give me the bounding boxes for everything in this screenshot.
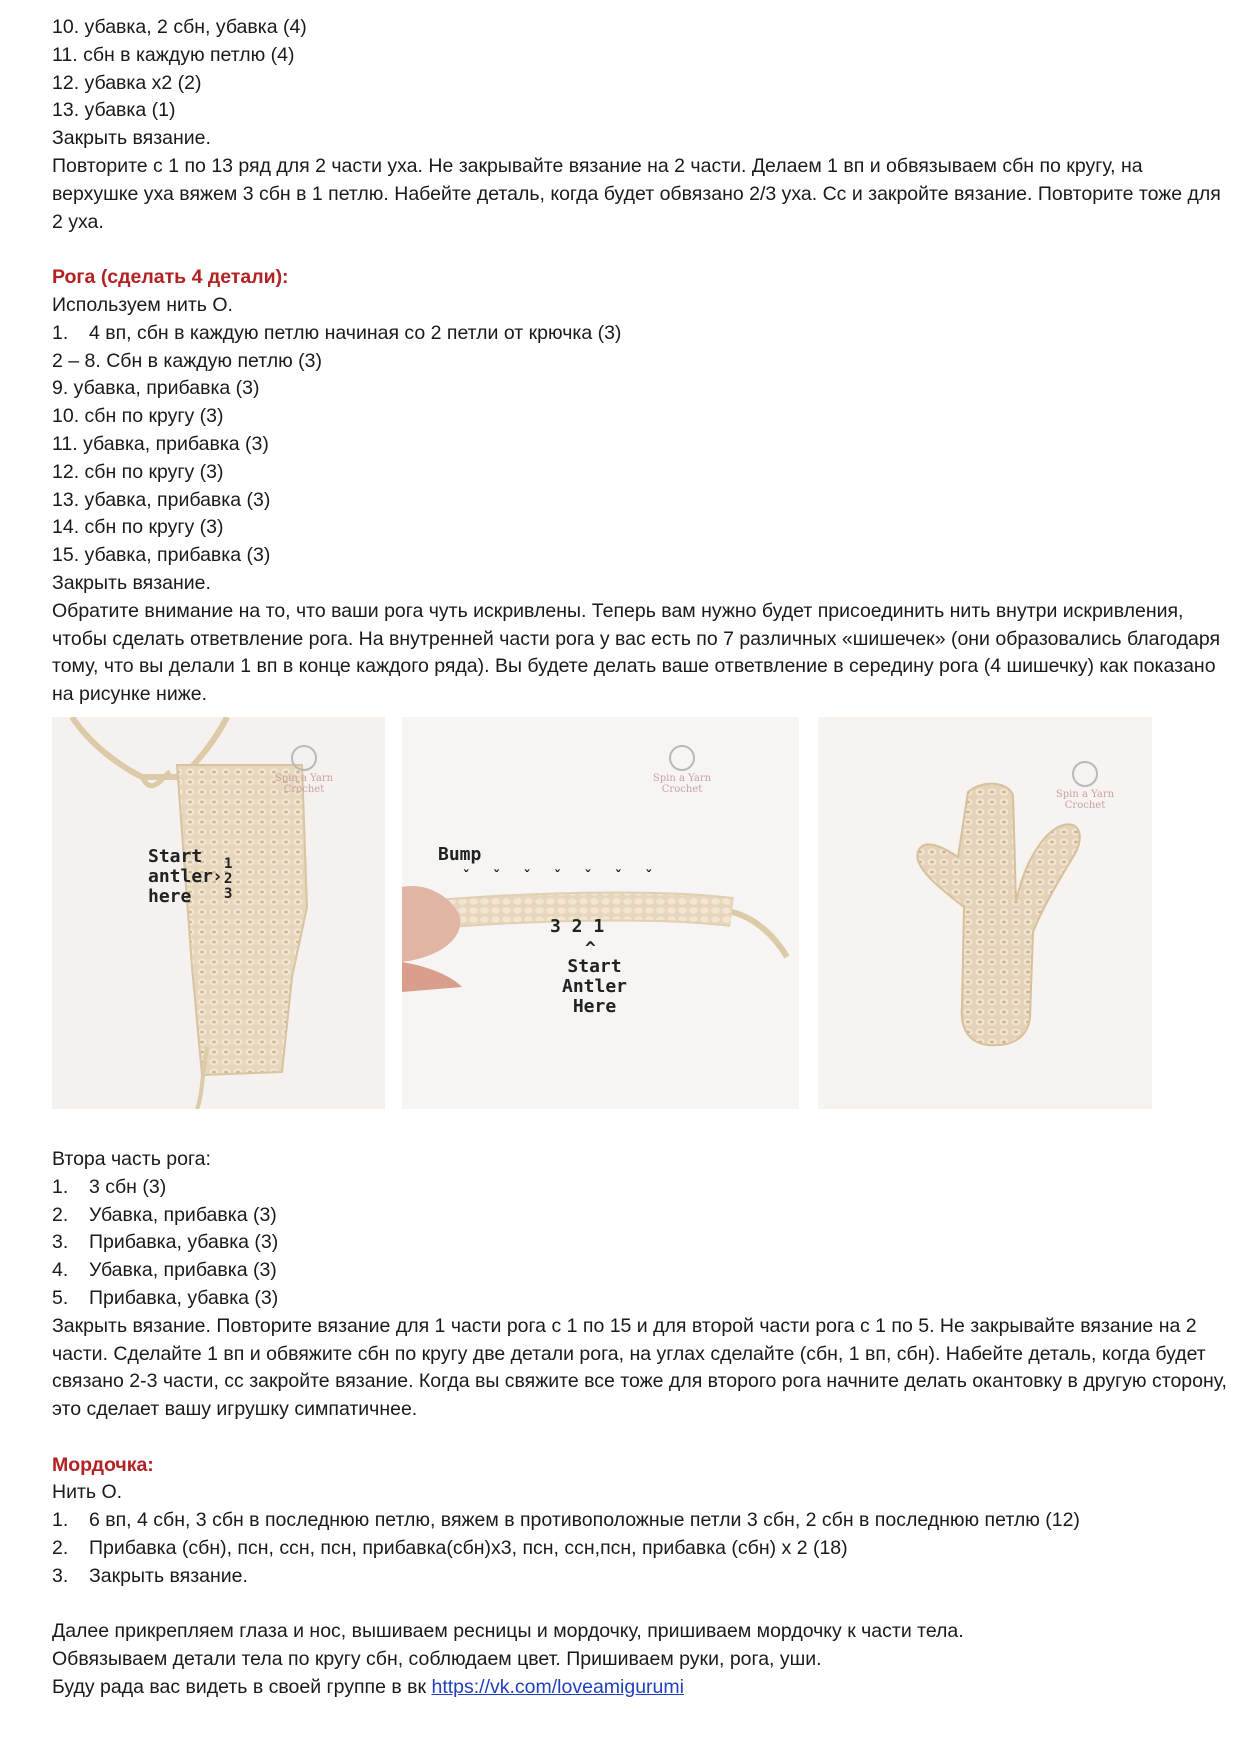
arrow-right-icon: › <box>212 865 223 887</box>
watermark-text: Spin a Yarn <box>1055 788 1115 800</box>
stitch-number: 2 <box>224 870 233 887</box>
ear-row: 10. убавка, 2 сбн, убавка (4) <box>52 16 307 38</box>
document-page <box>52 14 1232 1702</box>
yarn-ball-icon <box>1072 761 1098 787</box>
ear-row: 11. сбн в каждую петлю (4) <box>52 43 295 66</box>
watermark-subtext: Crochet <box>283 783 325 795</box>
stitch-number: 1 <box>224 855 233 872</box>
muzzle-item <box>52 1563 1232 1591</box>
watermark <box>1050 761 1120 811</box>
antler-row: 11. убавка, прибавка (3) <box>52 432 269 455</box>
ear-row: 12. убавка х2 (2) <box>52 71 202 94</box>
label-line: Start <box>148 845 203 867</box>
item-text: Прибавка, убавка (3) <box>89 1231 279 1254</box>
start-antler-label <box>562 957 627 1017</box>
item-text: Убавка, прибавка (3) <box>89 1203 277 1226</box>
second-part-item <box>52 1202 1232 1230</box>
label-line: Here <box>572 995 617 1017</box>
caret-up-icon: ^ <box>585 937 596 959</box>
antler-row-number: 1. <box>52 321 69 344</box>
bump-label: Bump <box>438 843 482 865</box>
second-part-item <box>52 1174 1232 1202</box>
vk-group-link[interactable]: https://vk.com/loveamigurumi <box>431 1676 684 1699</box>
antlers-close: Закрыть вязание. <box>52 571 211 594</box>
antler-row <box>52 320 1232 348</box>
spacer <box>52 1591 1232 1619</box>
item-text: Прибавка, убавка (3) <box>89 1286 279 1309</box>
spacer <box>52 236 1232 264</box>
muzzle-item <box>52 1507 1232 1535</box>
watermark-subtext: Crochet <box>661 783 703 795</box>
stitch-numbers: 3 2 1 <box>550 915 605 937</box>
second-part-heading: Втора часть рога: <box>52 1147 211 1170</box>
antler-row: 10. сбн по кругу (3) <box>52 405 224 428</box>
item-number: 5. <box>52 1286 69 1309</box>
photo-finished-antler <box>818 717 1152 1109</box>
stitch-number: 3 <box>224 885 233 902</box>
item-text: Убавка, прибавка (3) <box>89 1259 277 1282</box>
antlers-paragraph: Обратите внимание на то, что ваши рога чуть искривлены. Теперь вам нужно будет присоединить нить внутри искривления, чтобы сделать ответвление рога. На внутренней части рога у вас есть по 7 различных «шишечек» (они образовались благодаря тому, что вы делали 1 вп в конце каждого ряда). Вы будете делать ваше ответвление в середину рога (4 шишечку) как показано на рисунке ниже. <box>52 599 1221 706</box>
ear-row: 13. убавка (1) <box>52 99 176 122</box>
yarn-ball-icon <box>291 745 317 771</box>
item-text: Закрыть вязание. <box>89 1564 248 1587</box>
second-part-paragraph: Закрыть вязание. Повторите вязание для 1 части рога с 1 по 15 и для второй части рога с 1 по 5. Не закрывайте вязание на 2 части. Сделайте 1 вп и обвяжите сбн по кругу две детали рога, на углах сделайте (сбн, 1 вп, сбн). Набейте деталь, когда будет связано 2-3 части, сс закройте вязание. Когда вы свяжите все тоже для второго рога начните делать окантовку в другую сторону, это сделает вашу игрушку симпатичнее. <box>52 1314 1227 1421</box>
yarn-ball-icon <box>669 745 695 771</box>
item-text: 6 вп, 4 сбн, 3 сбн в последнюю петлю, вяжем в противоположные петли 3 сбн, 2 сбн в последнюю петлю (12) <box>89 1509 1080 1532</box>
item-text: 3 сбн (3) <box>89 1175 167 1198</box>
item-text: Прибавка (сбн), псн, ссн, псн, прибавка(сбн)х3, псн, ссн,псн, прибавка (сбн) х 2 (18) <box>89 1537 848 1560</box>
antler-row: 2 – 8. Сбн в каждую петлю (3) <box>52 349 322 372</box>
ear-close: Закрыть вязание. <box>52 127 211 150</box>
antler-row-text: 4 вп, сбн в каждую петлю начиная со 2 петли от крючка (3) <box>89 321 622 344</box>
start-antler-label <box>148 847 213 907</box>
stitch-numbers <box>224 857 232 902</box>
ear-paragraph: Повторите с 1 по 13 ряд для 2 части уха. Не закрывайте вязание на 2 части. Делаем 1 вп и обвязываем сбн по кругу, на верхушке уха вяжем 3 сбн в 1 петлю. Набейте деталь, когда будет обвязано 2/3 уха. Сс и закройте вязание. Повторите тоже для 2 уха. <box>52 154 1221 233</box>
label-line: Start <box>567 955 622 977</box>
watermark-text: Spin a Yarn <box>274 772 334 784</box>
second-part-item <box>52 1229 1232 1257</box>
antler-row: 12. сбн по кругу (3) <box>52 460 224 483</box>
item-number: 2. <box>52 1537 69 1560</box>
item-number: 2. <box>52 1203 69 1226</box>
label-line: here <box>148 885 192 907</box>
muzzle-heading: Мордочка: <box>52 1453 154 1476</box>
second-part-item <box>52 1257 1232 1285</box>
final-line: Далее прикрепляем глаза и нос, вышиваем ресницы и мордочку, пришиваем мордочку к части тела. <box>52 1620 964 1643</box>
photo-strip <box>52 717 1232 1109</box>
photo-bump-diagram <box>402 717 799 1109</box>
final-line <box>52 1674 1232 1702</box>
muzzle-yarn: Нить О. <box>52 1481 123 1504</box>
item-number: 1. <box>52 1175 69 1198</box>
antlers-yarn: Используем нить О. <box>52 293 233 316</box>
item-number: 3. <box>52 1564 69 1587</box>
watermark-text: Spin a Yarn <box>652 772 712 784</box>
bump-markers: ˇˇˇˇˇˇˇ <box>462 868 676 885</box>
final-line: Обвязываем детали тела по кругу сбн, соблюдаем цвет. Пришиваем руки, рога, уши. <box>52 1648 822 1671</box>
label-line: Antler <box>562 975 628 997</box>
antler-row: 14. сбн по кругу (3) <box>52 516 224 539</box>
final-text: Буду рада вас видеть в своей группе в вк <box>52 1676 432 1699</box>
spacer <box>52 1424 1232 1452</box>
antlers-heading: Рога (сделать 4 детали): <box>52 266 289 289</box>
second-part-item <box>52 1285 1232 1313</box>
antler-row: 13. убавка, прибавка (3) <box>52 488 271 511</box>
item-number: 4. <box>52 1259 69 1282</box>
watermark <box>274 745 334 795</box>
label-line: antler <box>148 865 214 887</box>
antler-row: 9. убавка, прибавка (3) <box>52 377 260 400</box>
muzzle-item <box>52 1535 1232 1563</box>
antler-row: 15. убавка, прибавка (3) <box>52 544 271 567</box>
watermark-subtext: Crochet <box>1064 799 1106 811</box>
item-number: 1. <box>52 1509 69 1532</box>
item-number: 3. <box>52 1231 69 1254</box>
watermark <box>647 745 717 795</box>
photo-antler-start <box>52 717 385 1109</box>
